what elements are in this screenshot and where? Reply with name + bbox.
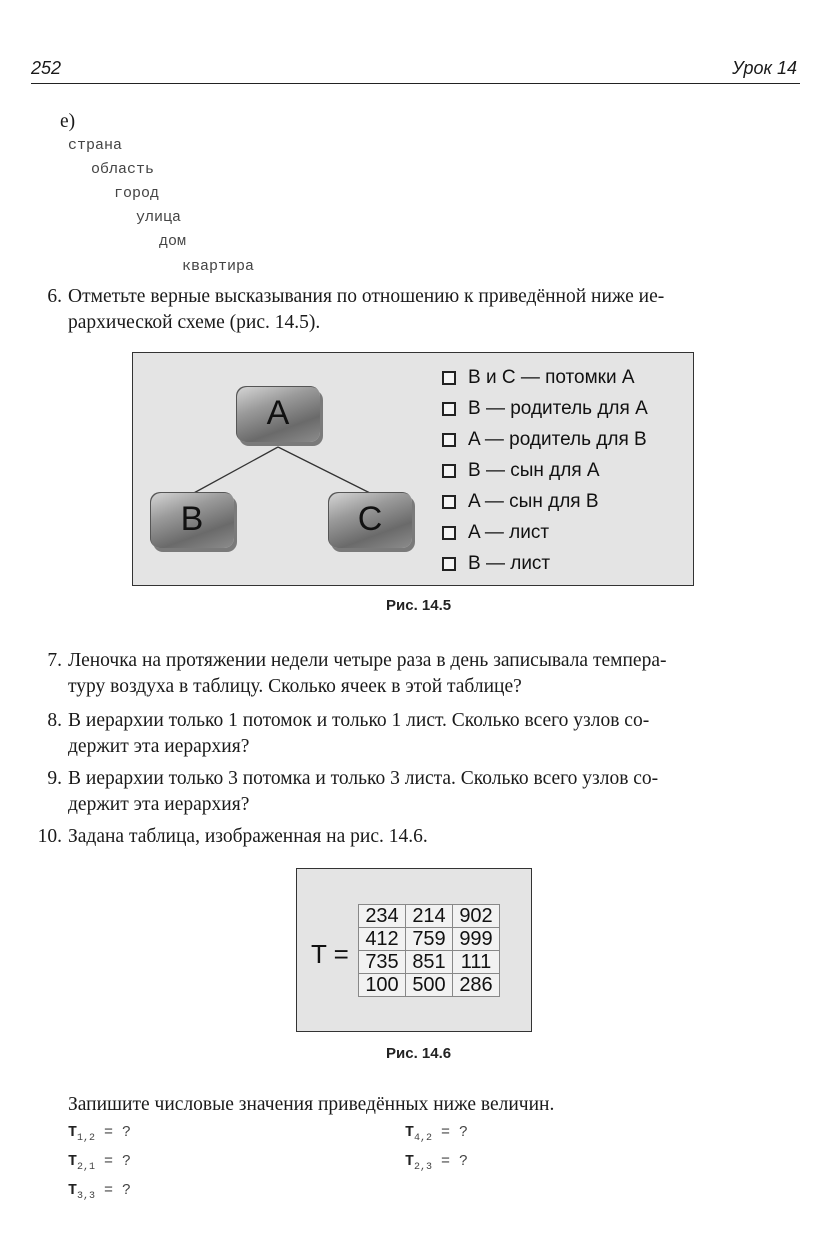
table-cell: 412 [359, 928, 406, 951]
q9-text-line2: держит эта иерархия? [68, 794, 250, 815]
tree-node-a: A [236, 386, 320, 442]
expression: $T_{2,3}$ = ? [405, 1153, 469, 1173]
table-cell: 902 [453, 905, 500, 928]
checkbox[interactable] [442, 526, 456, 540]
expression: $T_{1,2}$ = ? [68, 1124, 132, 1144]
value-table [358, 904, 500, 997]
statement-5[interactable] [442, 490, 599, 514]
figure-caption: Рис. 14.6 [386, 1045, 452, 1062]
checkbox[interactable] [442, 371, 456, 385]
table-cell: 851 [406, 951, 453, 974]
figure-caption: Рис. 14.5 [386, 597, 452, 614]
tree-level-3: город [114, 185, 160, 202]
q6-number: 6. [47, 286, 62, 307]
statement-3[interactable] [442, 428, 647, 452]
expression: $T_{2,1}$ = ? [68, 1153, 132, 1173]
table-row [359, 905, 500, 928]
lesson-title: Урок 14 [732, 58, 797, 78]
table-label: T = [311, 939, 349, 969]
expression: $T_{3,3}$ = ? [68, 1182, 132, 1202]
q8-text-line1: В иерархии только 1 потомок и только 1 лист. Сколько всего узлов со- [68, 710, 650, 731]
statement-4[interactable] [442, 459, 600, 483]
table-row [359, 951, 500, 974]
header-rule [31, 83, 800, 84]
statement-label: B — сын для A [468, 460, 600, 481]
q8-number: 8. [47, 710, 62, 731]
tree-level-2: область [91, 161, 155, 178]
q6-text-line1: Отметьте верные высказывания по отношению к приведённой ниже ие- [68, 286, 665, 307]
checkbox[interactable] [442, 402, 456, 416]
q7-number: 7. [47, 650, 62, 671]
tree-level-4: улица [136, 209, 182, 226]
q10-number: 10. [37, 826, 62, 847]
statement-label: A — лист [468, 522, 550, 543]
table-cell: 500 [406, 974, 453, 997]
q7-text-line1: Леночка на протяжении недели четыре раза в день записывала темпера- [68, 650, 667, 671]
checkbox[interactable] [442, 557, 456, 571]
table-row [359, 974, 500, 997]
statement-label: A — сын для B [468, 491, 599, 512]
tree-level-6: квартира [182, 258, 255, 275]
q6-text-line2: рархической схеме (рис. 14.5). [68, 312, 321, 333]
expression: $T_{4,2}$ = ? [405, 1124, 469, 1144]
q9-text-line1: В иерархии только 3 потомка и только 3 листа. Сколько всего узлов со- [68, 768, 659, 789]
statement-label: B — лист [468, 553, 551, 574]
table-cell: 286 [453, 974, 500, 997]
table-row [359, 928, 500, 951]
table-cell: 759 [406, 928, 453, 951]
table-cell: 999 [453, 928, 500, 951]
task-text: Запишите числовые значения приведённых ниже величин. [68, 1094, 555, 1115]
edge-a-c [278, 447, 372, 494]
checkbox[interactable] [442, 495, 456, 509]
checkbox[interactable] [442, 433, 456, 447]
q7-text-line2: туру воздуха в таблицу. Сколько ячеек в этой таблице? [68, 676, 522, 697]
statement-6[interactable] [442, 521, 549, 545]
statement-2[interactable] [442, 397, 648, 421]
q8-text-line2: держит эта иерархия? [68, 736, 250, 757]
tree-node-b: B [150, 492, 234, 548]
statement-label: B — родитель для A [468, 398, 648, 419]
statement-1[interactable] [442, 366, 635, 390]
subitem-label: е) [60, 111, 76, 132]
table-cell: 214 [406, 905, 453, 928]
edge-a-b [192, 447, 278, 494]
q9-number: 9. [47, 768, 62, 789]
statement-7[interactable] [442, 552, 550, 576]
table-cell: 100 [359, 974, 406, 997]
q10-text: Задана таблица, изображенная на рис. 14.6. [68, 826, 428, 847]
tree-level-5: дом [159, 233, 187, 250]
statement-label: B и C — потомки A [468, 367, 635, 388]
statement-label: A — родитель для B [468, 429, 647, 450]
tree-node-c: C [328, 492, 412, 548]
tree-level-1: страна [68, 137, 123, 154]
table-cell: 735 [359, 951, 406, 974]
table-cell: 234 [359, 905, 406, 928]
table-cell: 111 [453, 951, 500, 974]
checkbox[interactable] [442, 464, 456, 478]
page-number: 252 [31, 58, 62, 78]
